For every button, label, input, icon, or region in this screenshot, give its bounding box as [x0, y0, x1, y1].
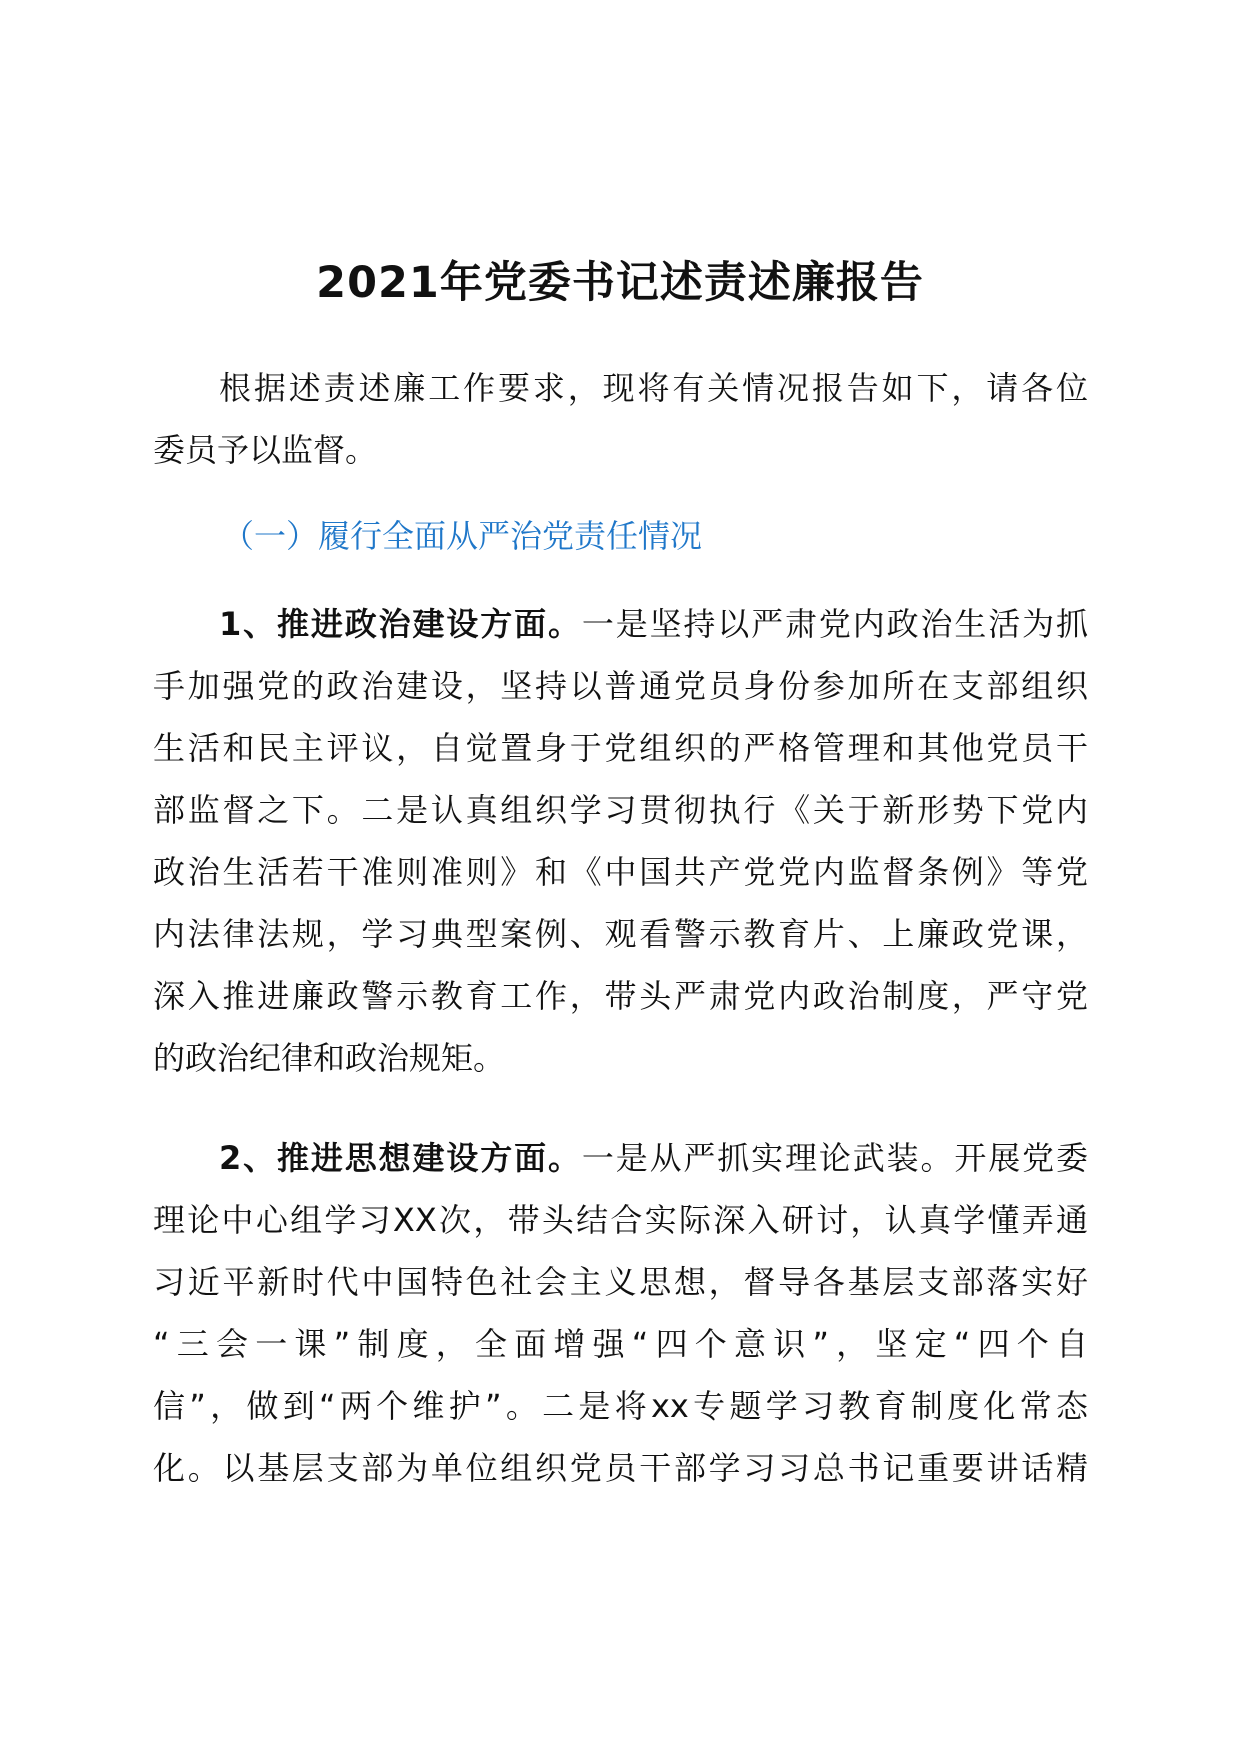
intro-line-1: 根据述责述廉工作要求，现将有关情况报告如下，请各位 — [219, 369, 1088, 407]
item2-line: “三会一课”制度，全面增强“四个意识”，坚定“四个自 — [153, 1325, 1088, 1363]
item1-first-line-rest: 一是坚持以严肃党内政治生活为抓 — [581, 605, 1088, 643]
item1-line: 深入推进廉政警示教育工作，带头严肃党内政治制度，严守党 — [153, 977, 1088, 1015]
document-title: 2021年党委书记述责述廉报告 — [316, 258, 924, 308]
item2-line: 信”，做到“两个维护”。二是将xx专题学习教育制度化常态 — [153, 1387, 1088, 1425]
item1-line: 生活和民主评议，自觉置身于党组织的严格管理和其他党员干 — [153, 729, 1088, 767]
item2-line: 习近平新时代中国特色社会主义思想，督导各基层支部落实好 — [153, 1263, 1088, 1301]
intro-line-2: 委员予以监督。 — [153, 431, 378, 469]
intro-paragraph — [153, 357, 1088, 481]
item1-line: 手加强党的政治建设，坚持以普通党员身份参加所在支部组织 — [153, 667, 1088, 705]
item1-lead: 1、推进政治建设方面。 — [219, 605, 582, 643]
item2-first-line-rest: 一是从严抓实理论武装。开展党委 — [581, 1139, 1088, 1177]
item1-paragraph — [153, 593, 1088, 1089]
item1-line: 政治生活若干准则准则》和《中国共产党党内监督条例》等党 — [153, 853, 1088, 891]
item2-line: 化。以基层支部为单位组织党员干部学习习总书记重要讲话精 — [153, 1449, 1088, 1487]
section-heading: （一）履行全面从严治党责任情况 — [222, 517, 703, 555]
item1-first-line — [153, 593, 1088, 655]
item1-line: 的政治纪律和政治规矩。 — [153, 1039, 506, 1077]
item2-line: 理论中心组学习XX次，带头结合实际深入研讨，认真学懂弄通 — [153, 1201, 1088, 1239]
item1-line: 内法律法规，学习典型案例、观看警示教育片、上廉政党课， — [153, 915, 1088, 953]
item2-first-line — [153, 1127, 1088, 1189]
item2-lead: 2、推进思想建设方面。 — [219, 1139, 582, 1177]
item1-line: 部监督之下。二是认真组织学习贯彻执行《关于新形势下党内 — [153, 791, 1088, 829]
item2-paragraph — [153, 1127, 1088, 1499]
